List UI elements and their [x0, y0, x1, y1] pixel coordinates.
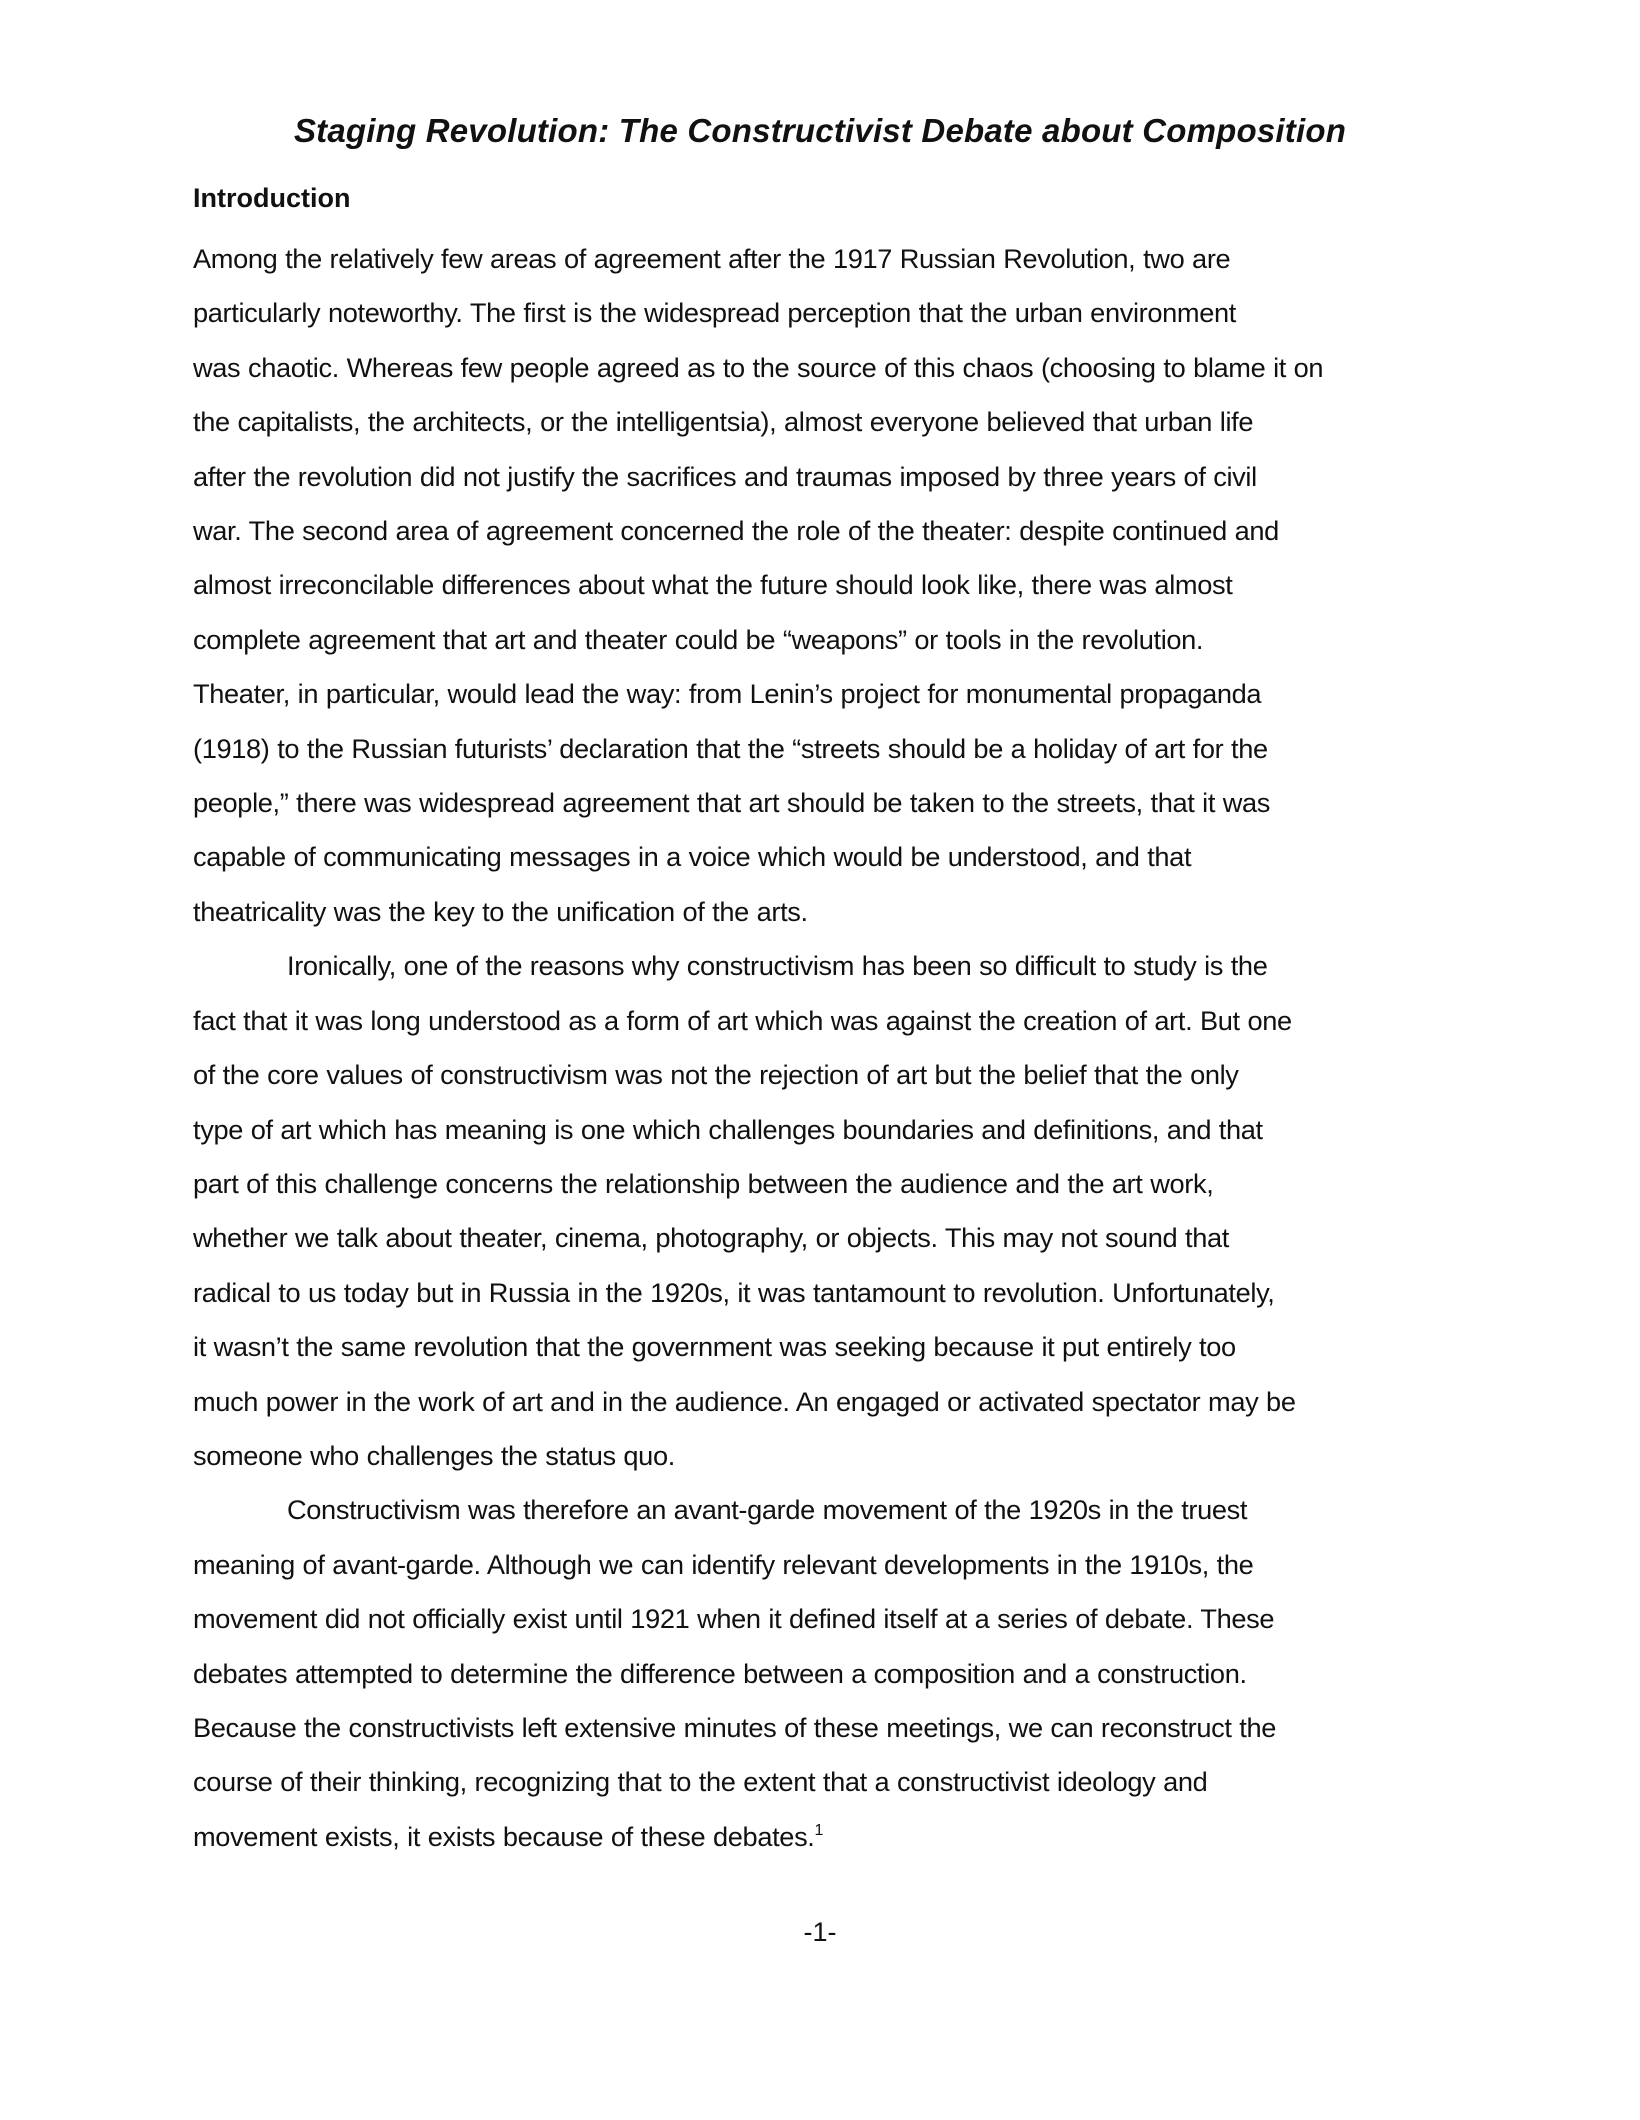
text-line: much power in the work of art and in the audience. An engaged or activated spectator may be [193, 1385, 1296, 1417]
text-line: debates attempted to determine the difference between a composition and a construction. [193, 1657, 1247, 1689]
text-line: people,” there was widespread agreement that art should be taken to the streets, that it was [193, 787, 1271, 819]
text-line: course of their thinking, recognizing that to the extent that a constructivist ideology and [193, 1766, 1208, 1798]
text-line: Constructivism was therefore an avant-garde movement of the 1920s in the truest [287, 1494, 1248, 1526]
text-line: Theater, in particular, would lead the way: from Lenin’s project for monumental propaganda [193, 678, 1262, 710]
text-line: Among the relatively few areas of agreement after the 1917 Russian Revolution, two are [193, 243, 1231, 274]
text-line: part of this challenge concerns the relationship between the audience and the art work, [193, 1167, 1214, 1199]
section-heading: Introduction [193, 183, 351, 213]
text-line: type of art which has meaning is one which challenges boundaries and definitions, and that [193, 1113, 1263, 1145]
paragraph-2 [193, 939, 1453, 1483]
text-line: Because the constructivists left extensive minutes of these meetings, we can reconstruct the [193, 1711, 1276, 1743]
text-line: after the revolution did not justify the sacrifices and traumas imposed by three years of civil [193, 460, 1257, 492]
paragraph-1 [193, 232, 1453, 939]
text-line: Ironically, one of the reasons why constructivism has been so difficult to study is the [287, 950, 1268, 982]
document-title: Staging Revolution: The Constructivist Debate about Composition [293, 112, 1347, 149]
text-line: complete agreement that art and theater could be “weapons” or tools in the revolution. [193, 623, 1204, 655]
text-line: meaning of avant-garde. Although we can identify relevant developments in the 1910s, the [193, 1548, 1254, 1580]
text-line: whether we talk about theater, cinema, photography, or objects. This may not sound that [193, 1222, 1229, 1254]
footnote-marker[interactable]: 1 [814, 1821, 824, 1839]
text-line: was chaotic. Whereas few people agreed as to the source of this chaos (choosing to blame it on [193, 351, 1324, 383]
text-line: capable of communicating messages in a voice which would be understood, and that [193, 841, 1192, 873]
text-line: theatricality was the key to the unification of the arts. [193, 895, 808, 927]
text-line: it wasn’t the same revolution that the government was seeking because it put entirely too [193, 1331, 1236, 1363]
text-line: movement exists, it exists because of these debates. [193, 1820, 815, 1852]
text-line-with-footnote [193, 1810, 1453, 1864]
text-line: (1918) to the Russian futurists’ declaration that the “streets should be a holiday of art for the [193, 732, 1268, 764]
document-body [193, 232, 1453, 1864]
page-number: -1- [803, 1917, 837, 1947]
text-line: particularly noteworthy. The first is the widespread perception that the urban environment [193, 297, 1236, 329]
text-line: movement did not officially exist until 1921 when it defined itself at a series of debate. These [193, 1603, 1275, 1635]
text-line: the capitalists, the architects, or the intelligentsia), almost everyone believed that urban life [193, 406, 1254, 438]
text-line: almost irreconcilable differences about what the future should look like, there was almost [193, 569, 1233, 601]
text-line: war. The second area of agreement concerned the role of the theater: despite continued and [193, 515, 1279, 547]
paragraph-3 [193, 1483, 1453, 1864]
text-line: someone who challenges the status quo. [193, 1439, 675, 1471]
text-line: of the core values of constructivism was not the rejection of art but the belief that the only [193, 1059, 1239, 1091]
text-line: fact that it was long understood as a form of art which was against the creation of art. But one [193, 1004, 1292, 1036]
text-line: radical to us today but in Russia in the 1920s, it was tantamount to revolution. Unfortunately, [193, 1276, 1275, 1308]
